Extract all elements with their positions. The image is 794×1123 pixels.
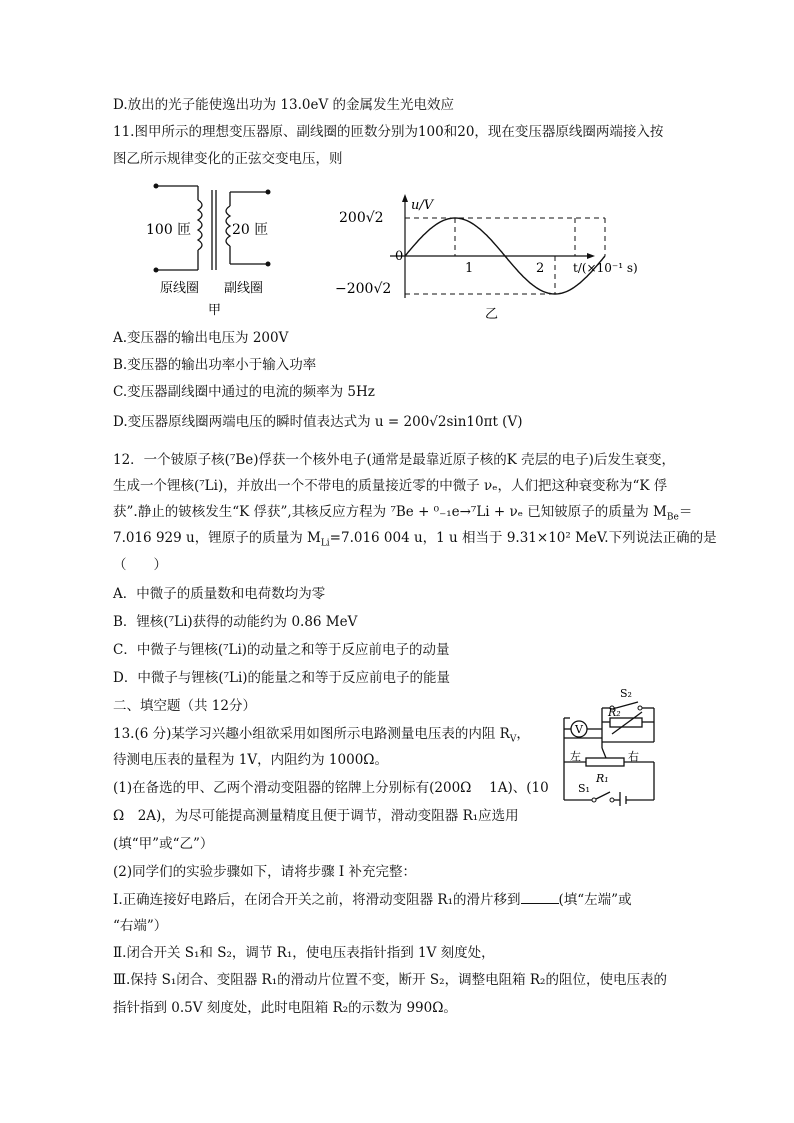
q13-line8: “右端”） bbox=[113, 918, 168, 934]
x-axis-arrow bbox=[587, 253, 595, 259]
voltmeter-label: V bbox=[575, 723, 583, 736]
x-tick-1: 1 bbox=[465, 261, 474, 276]
s1-label: S₁ bbox=[578, 782, 590, 795]
q11-stem-line1: 11.图甲所示的理想变压器原、副线圈的匝数分别为100和20，现在变压器原线圈两端接入按 bbox=[113, 124, 664, 140]
q13-line1 bbox=[113, 724, 530, 750]
y-max-label: 200√2 bbox=[339, 210, 384, 226]
q12-option-a: A．中微子的质量数和电荷数均为零 bbox=[113, 586, 326, 602]
q13-line9: Ⅱ.闭合开关 S₁和 S₂，调节 R₁，使电压表指针指到 1V 刻度处， bbox=[113, 945, 495, 961]
q12-line4-text: 7.016 929 u，锂原子的质量为 M bbox=[113, 530, 321, 546]
x-tick-2: 2 bbox=[536, 261, 545, 276]
q11-option-a: A.变压器的输出电压为 200V bbox=[113, 330, 289, 346]
secondary-label: 副线圈 bbox=[224, 281, 264, 296]
secondary-turns: 20 匝 bbox=[232, 222, 269, 238]
resistor-box-r2 bbox=[610, 718, 642, 727]
circuit-diagram bbox=[550, 686, 668, 806]
q12-line3-text: 获”.静止的铍核发生“K 俘获”,其核反应方程为 ⁷Be + ⁰₋₁e→⁷Li + νₑ 已知铍原子的质量为 M bbox=[113, 504, 667, 520]
q11-stem-line2: 图乙所示规律变化的正弦交变电压，则 bbox=[113, 151, 343, 167]
y-min-label: −200√2 bbox=[335, 281, 392, 297]
q11-option-c: C.变压器副线圈中通过的电流的频率为 5Hz bbox=[113, 384, 375, 400]
mass-be-subscript: Be bbox=[666, 512, 679, 523]
x-axis-label: t/(×10⁻¹ s) bbox=[573, 261, 638, 275]
q13-line7-text: Ⅰ.正确连接好电路后，在闭合开关之前，将滑动变阻器 R₁的滑片移到 bbox=[113, 892, 521, 908]
y-axis-label: u/V bbox=[411, 198, 434, 213]
q13-line2: 待测电压表的量程为 1V，内阻约为 1000Ω。 bbox=[113, 752, 388, 768]
s2-label: S₂ bbox=[620, 687, 632, 700]
q12-option-b: B．锂核(⁷Li)获得的动能约为 0.86 MeV bbox=[113, 614, 358, 630]
q11-option-d: D.变压器原线圈两端电压的瞬时值表达式为 u = 200√2sin10πt (V) bbox=[113, 414, 523, 430]
y-axis-arrow bbox=[402, 194, 408, 202]
q12-line2: 生成一个锂核(⁷Li)，并放出一个不带电的质量接近零的中微子 νₑ，人们把这种衰变称为“K 俘 bbox=[113, 478, 668, 494]
primary-turns: 100 匝 bbox=[146, 222, 192, 238]
q12-line1: 12．一个铍原子核(⁷Be)俘获一个核外电子(通常是最靠近原子核的K 壳层的电子)后发生衰变， bbox=[113, 452, 675, 468]
primary-label: 原线圈 bbox=[160, 281, 200, 296]
q13-line5: (填“甲”或“乙”） bbox=[113, 836, 214, 852]
q11-option-b: B.变压器的输出功率小于输入功率 bbox=[113, 357, 317, 373]
q12-line3-end: ＝ bbox=[678, 504, 693, 520]
caption-yi: 乙 bbox=[485, 307, 499, 322]
q13-line7-end: (填“左端”或 bbox=[558, 892, 632, 908]
q12-line4-end: =7.016 004 u，1 u 相当于 9.31×10² MeV.下列说法正确的是 bbox=[329, 530, 717, 546]
q13-line10: Ⅲ.保持 S₁闭合、变阻器 R₁的滑动片位置不变，断开 S₂，调整电阻箱 R₂的阻位，使电压表的 bbox=[113, 972, 667, 988]
caption-jia: 甲 bbox=[208, 303, 222, 318]
rv-subscript: V bbox=[509, 734, 517, 745]
mass-li-subscript: Li bbox=[320, 538, 330, 549]
q13-line1-end: ， bbox=[516, 726, 530, 742]
q12-option-d: D．中微子与锂核(⁷Li)的能量之和等于反应前电子的能量 bbox=[113, 670, 451, 686]
q13-line4: Ω 2A)，为尽可能提高测量精度且便于调节，滑动变阻器 R₁应选用 bbox=[113, 808, 519, 824]
q13-line6: (2)同学们的实验步骤如下，请将步骤 I 补充完整： bbox=[113, 864, 417, 880]
r2-label: R₂ bbox=[608, 706, 621, 719]
left-label: 左 bbox=[570, 750, 581, 763]
sine-wave-chart bbox=[335, 190, 645, 325]
q10-option-d: D.放出的光子能使逸出功为 13.0eV 的金属发生光电效应 bbox=[113, 97, 455, 113]
q12-line3 bbox=[113, 502, 692, 528]
section-title: 二、填空题（共 12分） bbox=[113, 698, 256, 714]
origin-label: 0 bbox=[395, 249, 404, 264]
q13-line7 bbox=[113, 889, 632, 910]
q13-line11: 指针指到 0.5V 刻度处，此时电阻箱 R₂的示数为 990Ω。 bbox=[113, 1000, 457, 1016]
q12-line4 bbox=[113, 528, 717, 554]
q12-answer-paren: （ ） bbox=[113, 557, 167, 573]
right-label: 右 bbox=[628, 750, 639, 763]
q13-line1-text: 13.(6 分)某学习兴趣小组欲采用如图所示电路测量电压表的内阻 R bbox=[113, 726, 510, 742]
answer-blank[interactable] bbox=[521, 889, 559, 904]
q12-option-c: C．中微子与锂核(⁷Li)的动量之和等于反应前电子的动量 bbox=[113, 642, 450, 658]
r1-label: R₁ bbox=[596, 772, 609, 785]
q13-line3: (1)在备选的甲、乙两个滑动变阻器的铭牌上分别标有(200Ω 1A)、(10 bbox=[113, 780, 549, 796]
slide-rheostat-r1 bbox=[586, 758, 624, 766]
transformer-figure bbox=[140, 178, 290, 318]
